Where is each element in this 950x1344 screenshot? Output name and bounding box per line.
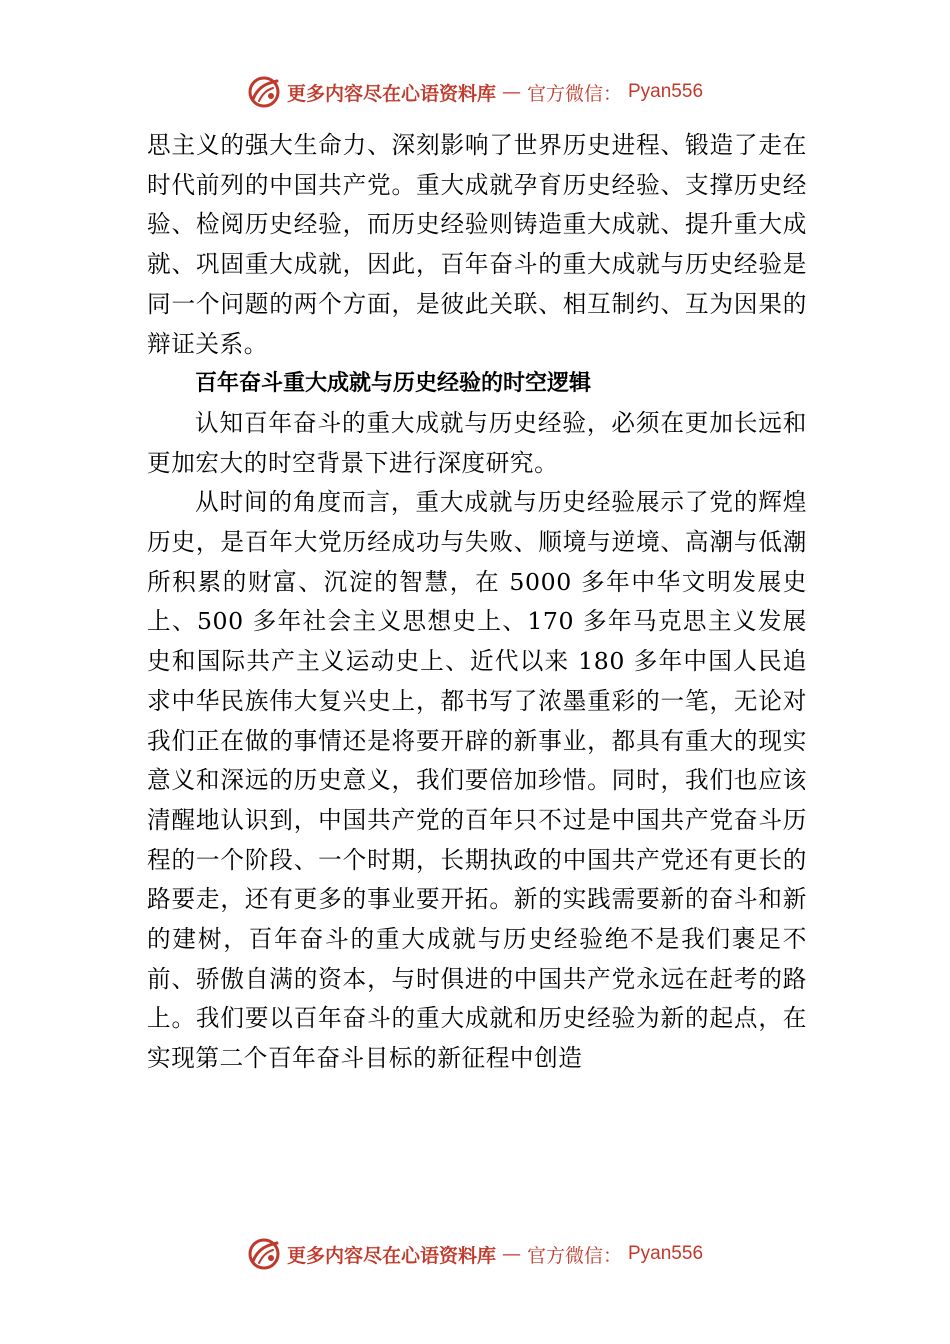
section-heading: 百年奋斗重大成就与历史经验的时空逻辑 [195,371,592,397]
footer-banner-wechat-id: Pyan556 [628,1243,704,1264]
logo-icon [247,75,281,109]
footer-banner-main-text: 更多内容尽在心语资料库 [286,1244,496,1267]
body-paragraph-3: 从时间的角度而言，重大成就与历史经验展示了党的辉煌历史，是百年大党历经成功与失败、顺境与逆境、高潮与低潮所积累的财富、沉淀的智慧，在 5000 多年中华文明发展史上、500 多年社会主义思想史上、170 多年马克思主义发展史和国际共产主义运动史上、近代以来 180 多年中国人民追求中华民族伟大复兴史上，都书写了浓墨重彩的一笔，无论对我们正在做的事情还是将要开辟的新事业，都具有重大的现实意义和深远的历史意义，我们要倍加珍惜。同时，我们也应该清醒地认识到，中国共产党的百年只不过是中国共产党奋斗历程的一个阶段、一个时期，长期执政的中国共产党还有更长的路要走，还有更多的事业要开拓。新的实践需要新的奋斗和新的建树，百年奋斗的重大成就与历史经验绝不是我们裹足不前、骄傲自满的资本，与时俱进的中国共产党永远在赶考的路上。我们要以百年奋斗的重大成就和历史经验为新的起点，在实现第二个百年奋斗目标的新征程中创造 [147,488,807,1073]
body-paragraph-1: 思主义的强大生命力、深刻影响了世界历史进程、锻造了走在时代前列的中国共产党。重大成就孕育历史经验、支撑历史经验、检阅历史经验，而历史经验则铸造重大成就、提升重大成就、巩固重大成就，因此，百年奋斗的重大成就与历史经验是同一个问题的两个方面，是彼此关联、相互制约、互为因果的辩证关系。 [147,131,807,358]
header-banner-wechat-id: Pyan556 [628,81,704,102]
document-body [147,126,807,1079]
footer-banner-dash: — [501,1243,521,1265]
footer-banner-wechat-label: 官方微信： [526,1244,622,1267]
logo-icon [247,1237,281,1271]
header-banner-dash: — [501,81,521,103]
header-banner [0,72,950,112]
body-paragraph-2: 认知百年奋斗的重大成就与历史经验，必须在更加长远和更加宏大的时空背景下进行深度研究。 [147,408,807,477]
header-banner-wechat-label: 官方微信： [526,82,622,105]
footer-banner [0,1234,950,1274]
header-banner-main-text: 更多内容尽在心语资料库 [286,82,496,105]
